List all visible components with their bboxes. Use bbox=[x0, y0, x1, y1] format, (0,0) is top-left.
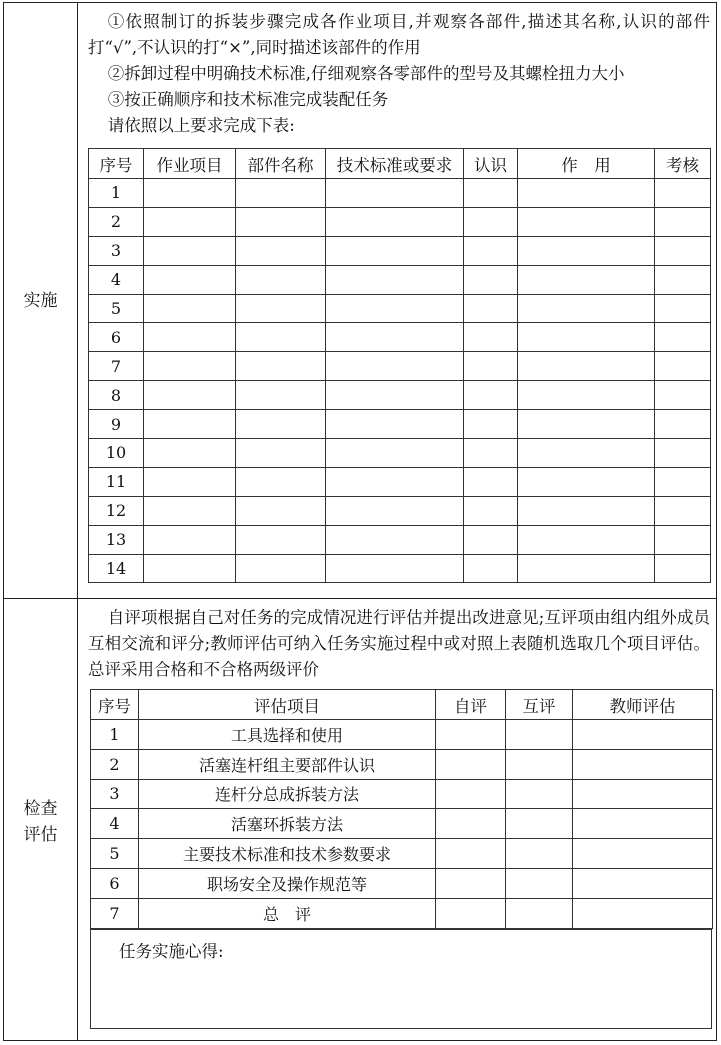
implementation-row bbox=[89, 554, 711, 583]
blank-cell[interactable] bbox=[518, 179, 655, 208]
instruction-2: ②拆卸过程中明确技术标准,仔细观察各零部件的型号及其螺栓扭力大小 bbox=[107, 64, 625, 83]
col-header-function: 作 用 bbox=[518, 149, 655, 179]
blank-cell[interactable] bbox=[144, 207, 236, 236]
blank-cell[interactable] bbox=[326, 294, 464, 323]
eval-row-item: 主要技术标准和技术参数要求 bbox=[139, 839, 436, 869]
implementation-row bbox=[89, 294, 711, 323]
blank-cell[interactable] bbox=[655, 265, 711, 294]
blank-cell[interactable] bbox=[326, 467, 464, 496]
blank-cell[interactable] bbox=[655, 439, 711, 468]
implementation-row bbox=[89, 265, 711, 294]
implementation-table bbox=[88, 148, 711, 583]
eval-row-number: 6 bbox=[91, 868, 139, 898]
eval-row-item: 活塞连杆组主要部件认识 bbox=[139, 749, 436, 779]
evaluation-row bbox=[91, 749, 713, 779]
eval-col-header-self: 自评 bbox=[436, 690, 506, 720]
row-number: 1 bbox=[89, 179, 144, 208]
implementation-row bbox=[89, 352, 711, 381]
blank-cell[interactable] bbox=[518, 525, 655, 554]
blank-cell[interactable] bbox=[144, 496, 236, 525]
evaluation-label-line1: 检查 bbox=[23, 799, 58, 819]
blank-cell[interactable] bbox=[144, 439, 236, 468]
blank-cell[interactable] bbox=[326, 525, 464, 554]
blank-cell[interactable] bbox=[326, 323, 464, 352]
row-number: 2 bbox=[89, 207, 144, 236]
evaluation-table bbox=[90, 689, 713, 929]
blank-score-cell[interactable] bbox=[436, 839, 506, 869]
blank-score-cell[interactable] bbox=[573, 779, 713, 809]
evaluation-row bbox=[91, 839, 713, 869]
implementation-row bbox=[89, 496, 711, 525]
blank-cell[interactable] bbox=[326, 265, 464, 294]
implementation-row bbox=[89, 410, 711, 439]
blank-cell[interactable] bbox=[464, 381, 518, 410]
implementation-row bbox=[89, 381, 711, 410]
blank-cell[interactable] bbox=[236, 381, 326, 410]
blank-cell[interactable] bbox=[326, 179, 464, 208]
blank-score-cell[interactable] bbox=[436, 868, 506, 898]
blank-cell[interactable] bbox=[236, 439, 326, 468]
eval-row-item: 总 评 bbox=[139, 898, 436, 928]
blank-cell[interactable] bbox=[464, 467, 518, 496]
eval-row-number: 1 bbox=[91, 720, 139, 750]
blank-cell[interactable] bbox=[236, 410, 326, 439]
blank-cell[interactable] bbox=[518, 410, 655, 439]
blank-cell[interactable] bbox=[144, 236, 236, 265]
blank-cell[interactable] bbox=[144, 467, 236, 496]
row-number: 4 bbox=[89, 265, 144, 294]
worksheet-page bbox=[3, 2, 717, 1041]
blank-cell[interactable] bbox=[326, 381, 464, 410]
instruction-3: ③按正确顺序和技术标准完成装配任务 bbox=[107, 90, 389, 109]
evaluation-row bbox=[91, 809, 713, 839]
eval-row-number: 5 bbox=[91, 839, 139, 869]
blank-cell[interactable] bbox=[326, 496, 464, 525]
blank-cell[interactable] bbox=[144, 410, 236, 439]
blank-cell[interactable] bbox=[655, 554, 711, 583]
blank-score-cell[interactable] bbox=[573, 898, 713, 928]
row-number: 5 bbox=[89, 294, 144, 323]
blank-score-cell[interactable] bbox=[573, 868, 713, 898]
eval-col-header-teacher: 教师评估 bbox=[573, 690, 713, 720]
row-number: 11 bbox=[89, 467, 144, 496]
eval-col-header-no: 序号 bbox=[91, 690, 139, 720]
blank-cell[interactable] bbox=[326, 236, 464, 265]
row-number: 3 bbox=[89, 236, 144, 265]
blank-cell[interactable] bbox=[236, 179, 326, 208]
blank-score-cell[interactable] bbox=[506, 720, 573, 750]
implementation-row bbox=[89, 439, 711, 468]
blank-score-cell[interactable] bbox=[573, 839, 713, 869]
row-number: 12 bbox=[89, 496, 144, 525]
reflection-notes-box[interactable] bbox=[90, 929, 712, 1029]
col-header-assessment: 考核 bbox=[655, 149, 711, 179]
implementation-table-body bbox=[89, 179, 711, 583]
blank-cell[interactable] bbox=[518, 554, 655, 583]
col-header-recognize: 认识 bbox=[464, 149, 518, 179]
blank-cell[interactable] bbox=[144, 352, 236, 381]
blank-cell[interactable] bbox=[655, 496, 711, 525]
blank-cell[interactable] bbox=[464, 525, 518, 554]
blank-cell[interactable] bbox=[144, 265, 236, 294]
evaluation-row bbox=[91, 898, 713, 928]
blank-cell[interactable] bbox=[464, 554, 518, 583]
eval-row-number: 3 bbox=[91, 779, 139, 809]
blank-score-cell[interactable] bbox=[506, 749, 573, 779]
blank-cell[interactable] bbox=[655, 410, 711, 439]
col-header-no: 序号 bbox=[89, 149, 144, 179]
implementation-label: 实施 bbox=[23, 291, 58, 311]
col-header-standard: 技术标准或要求 bbox=[326, 149, 464, 179]
blank-score-cell[interactable] bbox=[436, 898, 506, 928]
blank-score-cell[interactable] bbox=[436, 809, 506, 839]
blank-cell[interactable] bbox=[236, 207, 326, 236]
blank-cell[interactable] bbox=[326, 352, 464, 381]
implementation-row bbox=[89, 525, 711, 554]
blank-cell[interactable] bbox=[464, 207, 518, 236]
blank-cell[interactable] bbox=[518, 294, 655, 323]
row-number: 7 bbox=[89, 352, 144, 381]
evaluation-label-line2: 评估 bbox=[23, 825, 58, 845]
instruction-1: ①依照制订的拆装步骤完成各作业项目,并观察各部件,描述其名称,认识的部件打“√”,不认识的打“×”,同时描述该部件的作用 bbox=[88, 12, 710, 57]
evaluation-row bbox=[91, 720, 713, 750]
blank-cell[interactable] bbox=[236, 352, 326, 381]
eval-col-header-peer: 互评 bbox=[506, 690, 573, 720]
blank-cell[interactable] bbox=[144, 294, 236, 323]
blank-score-cell[interactable] bbox=[573, 749, 713, 779]
blank-cell[interactable] bbox=[655, 294, 711, 323]
blank-score-cell[interactable] bbox=[506, 868, 573, 898]
eval-row-item: 活塞环拆装方法 bbox=[139, 809, 436, 839]
implementation-row bbox=[89, 207, 711, 236]
blank-cell[interactable] bbox=[326, 207, 464, 236]
implementation-row bbox=[89, 236, 711, 265]
blank-cell[interactable] bbox=[518, 467, 655, 496]
eval-row-item: 工具选择和使用 bbox=[139, 720, 436, 750]
evaluation-description-text: 自评项根据自己对任务的完成情况进行评估并提出改进意见;互评项由组内组外成员互相交流和评分;教师评估可纳入任务实施过程中或对照上表随机选取几个项目评估。总评采用合格和不合格两级评价 bbox=[88, 608, 710, 679]
blank-cell[interactable] bbox=[518, 439, 655, 468]
blank-cell[interactable] bbox=[655, 381, 711, 410]
evaluation-row bbox=[91, 868, 713, 898]
blank-cell[interactable] bbox=[236, 294, 326, 323]
blank-cell[interactable] bbox=[655, 179, 711, 208]
blank-cell[interactable] bbox=[144, 179, 236, 208]
blank-cell[interactable] bbox=[236, 236, 326, 265]
blank-cell[interactable] bbox=[464, 236, 518, 265]
blank-cell[interactable] bbox=[464, 294, 518, 323]
blank-score-cell[interactable] bbox=[506, 809, 573, 839]
row-number: 6 bbox=[89, 323, 144, 352]
blank-cell[interactable] bbox=[144, 323, 236, 352]
blank-score-cell[interactable] bbox=[436, 749, 506, 779]
blank-score-cell[interactable] bbox=[506, 898, 573, 928]
blank-cell[interactable] bbox=[464, 496, 518, 525]
eval-col-header-item: 评估项目 bbox=[139, 690, 436, 720]
blank-cell[interactable] bbox=[464, 410, 518, 439]
blank-cell[interactable] bbox=[326, 439, 464, 468]
blank-cell[interactable] bbox=[464, 265, 518, 294]
blank-cell[interactable] bbox=[464, 179, 518, 208]
blank-cell[interactable] bbox=[326, 554, 464, 583]
blank-cell[interactable] bbox=[236, 265, 326, 294]
blank-cell[interactable] bbox=[464, 439, 518, 468]
blank-cell[interactable] bbox=[655, 352, 711, 381]
blank-score-cell[interactable] bbox=[506, 839, 573, 869]
evaluation-row bbox=[91, 779, 713, 809]
eval-row-item: 连杆分总成拆装方法 bbox=[139, 779, 436, 809]
blank-score-cell[interactable] bbox=[436, 779, 506, 809]
label-column-divider bbox=[77, 3, 78, 1040]
section-divider bbox=[4, 598, 716, 599]
blank-cell[interactable] bbox=[518, 265, 655, 294]
col-header-part-name: 部件名称 bbox=[236, 149, 326, 179]
blank-cell[interactable] bbox=[655, 467, 711, 496]
eval-row-number: 2 bbox=[91, 749, 139, 779]
row-number: 8 bbox=[89, 381, 144, 410]
blank-cell[interactable] bbox=[144, 554, 236, 583]
row-number: 13 bbox=[89, 525, 144, 554]
blank-cell[interactable] bbox=[464, 352, 518, 381]
reflection-notes-label: 任务实施心得: bbox=[119, 942, 224, 961]
implementation-row bbox=[89, 179, 711, 208]
implementation-row bbox=[89, 323, 711, 352]
blank-score-cell[interactable] bbox=[506, 779, 573, 809]
blank-cell[interactable] bbox=[518, 207, 655, 236]
col-header-task: 作业项目 bbox=[144, 149, 236, 179]
blank-cell[interactable] bbox=[236, 496, 326, 525]
evaluation-table-body bbox=[91, 720, 713, 929]
eval-row-number: 7 bbox=[91, 898, 139, 928]
blank-cell[interactable] bbox=[518, 496, 655, 525]
blank-cell[interactable] bbox=[236, 554, 326, 583]
eval-row-number: 4 bbox=[91, 809, 139, 839]
blank-cell[interactable] bbox=[518, 352, 655, 381]
blank-cell[interactable] bbox=[518, 236, 655, 265]
instruction-4: 请依照以上要求完成下表: bbox=[107, 116, 295, 135]
implementation-instructions bbox=[88, 9, 710, 139]
row-number: 14 bbox=[89, 554, 144, 583]
evaluation-description bbox=[88, 605, 710, 683]
blank-cell[interactable] bbox=[655, 207, 711, 236]
blank-score-cell[interactable] bbox=[436, 720, 506, 750]
implementation-table-header bbox=[89, 149, 711, 179]
blank-cell[interactable] bbox=[518, 323, 655, 352]
blank-cell[interactable] bbox=[655, 525, 711, 554]
evaluation-table-header bbox=[91, 690, 713, 720]
blank-cell[interactable] bbox=[236, 323, 326, 352]
blank-cell[interactable] bbox=[326, 410, 464, 439]
eval-row-item: 职场安全及操作规范等 bbox=[139, 868, 436, 898]
blank-score-cell[interactable] bbox=[573, 809, 713, 839]
blank-cell[interactable] bbox=[655, 323, 711, 352]
blank-cell[interactable] bbox=[236, 525, 326, 554]
row-number: 10 bbox=[89, 439, 144, 468]
row-number: 9 bbox=[89, 410, 144, 439]
blank-cell[interactable] bbox=[518, 381, 655, 410]
blank-cell[interactable] bbox=[236, 467, 326, 496]
blank-score-cell[interactable] bbox=[573, 720, 713, 750]
blank-cell[interactable] bbox=[144, 525, 236, 554]
implementation-row bbox=[89, 467, 711, 496]
blank-cell[interactable] bbox=[464, 323, 518, 352]
blank-cell[interactable] bbox=[655, 236, 711, 265]
evaluation-label bbox=[4, 796, 77, 848]
blank-cell[interactable] bbox=[144, 381, 236, 410]
